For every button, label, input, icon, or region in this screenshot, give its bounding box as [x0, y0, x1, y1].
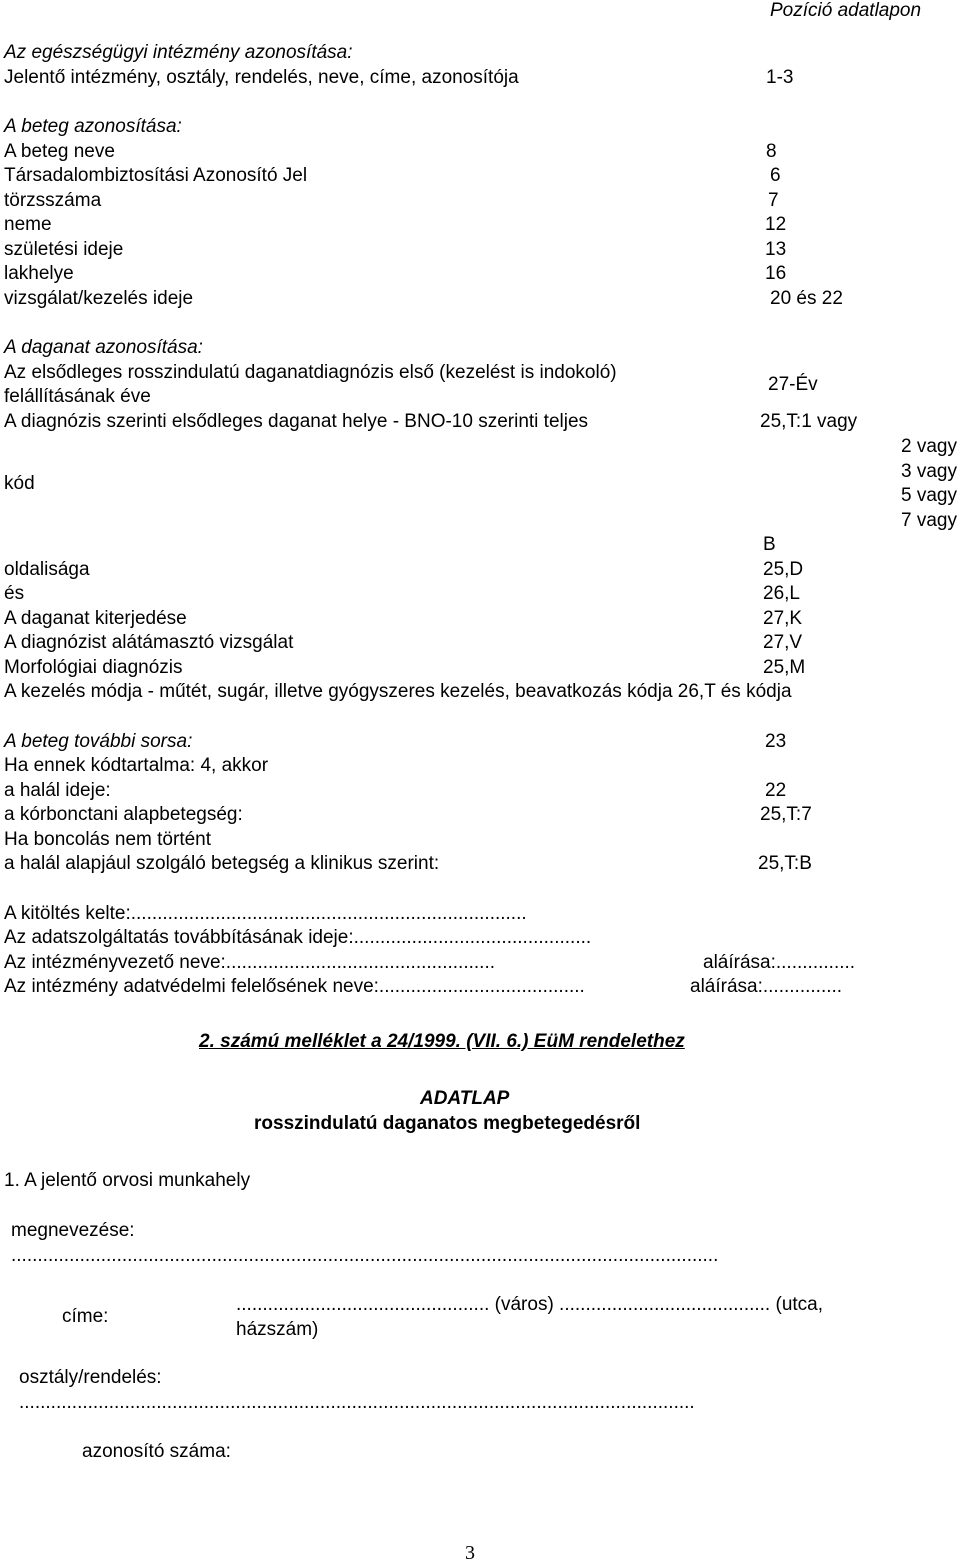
dpo-signature-line: aláírása:............... — [690, 976, 843, 997]
osztaly-dots: ................................................................................................................................ — [19, 1392, 695, 1413]
clinical-cause-pos: 25,T:B — [758, 853, 812, 874]
death-date-pos: 22 — [765, 780, 787, 801]
position-column-header: Pozíció adatlapon — [770, 0, 922, 21]
kod-label: kód — [4, 473, 35, 494]
autopsy-pos: 25,T:7 — [760, 804, 812, 825]
adatlap-title: ADATLAP — [420, 1088, 510, 1109]
oldalisaga-pos: 25,D — [763, 559, 804, 580]
no-autopsy-line: Ha boncolás nem történt — [4, 829, 212, 850]
page-number: 3 — [465, 1542, 475, 1564]
patient-sex-label: neme — [4, 214, 52, 235]
tumor-site-label: A diagnózis szerinti elsődleges daganat helye - BNO-10 szerinti teljes — [4, 411, 589, 432]
clinical-cause-label: a halál alapjául szolgáló betegség a klinikus szerint: — [4, 853, 440, 874]
cime-line1: ................................................ (város) ........................................ (utca, — [236, 1294, 824, 1315]
vagy-5: 5 vagy — [901, 485, 957, 506]
fate-heading: A beteg további sorsa: — [4, 731, 193, 752]
patient-name-label: A beteg neve — [4, 141, 115, 162]
es-pos: 26,L — [763, 583, 800, 604]
vizsgalat-label: A diagnózist alátámasztó vizsgálat — [4, 632, 294, 653]
megnevezese-dots: ...................................................................................................................................... — [11, 1245, 719, 1266]
kiterjedes-label: A daganat kiterjedése — [4, 608, 187, 629]
patient-birth-pos: 13 — [765, 239, 787, 260]
fate-condition: Ha ennek kódtartalma: 4, akkor — [4, 755, 269, 776]
vagy-7: 7 vagy — [901, 510, 957, 531]
adatlap-subtitle: rosszindulatú daganatos megbetegedésről — [254, 1113, 641, 1134]
institution-line: Jelentő intézmény, osztály, rendelés, neve, címe, azonosítója — [4, 67, 519, 88]
cime-line2: házszám) — [236, 1319, 319, 1340]
megnevezese-label: megnevezése: — [11, 1220, 135, 1241]
director-name-line: Az intézményvezető neve:................................................... — [4, 952, 496, 973]
autopsy-label: a kórbonctani alapbetegség: — [4, 804, 243, 825]
patient-birth-label: születési ideje — [4, 239, 124, 260]
patient-residence-pos: 16 — [765, 263, 787, 284]
b-pos: B — [763, 534, 776, 555]
death-date-label: a halál ideje: — [4, 780, 111, 801]
patient-exam-date-pos: 20 és 22 — [770, 288, 843, 309]
annex-title: 2. számú melléklet a 24/1999. (VII. 6.) EüM rendelethez — [199, 1031, 685, 1052]
director-signature-line: aláírása:............... — [703, 952, 856, 973]
fate-heading-pos: 23 — [765, 731, 787, 752]
oldalisaga-label: oldalisága — [4, 559, 90, 580]
patient-exam-date-label: vizsgálat/kezelés ideje — [4, 288, 194, 309]
fill-date-line: A kitöltés kelte:........................................................................... — [4, 903, 527, 924]
tumor-site-pos: 25,T:1 vagy — [760, 411, 858, 432]
morfologia-label: Morfológiai diagnózis — [4, 657, 183, 678]
patient-torzsszam-pos: 7 — [768, 190, 779, 211]
osztaly-label: osztály/rendelés: — [19, 1367, 162, 1388]
first-diagnosis-line1: Az elsődleges rosszindulatú daganatdiagnózis első (kezelést is indokoló) — [4, 362, 617, 383]
dpo-name-line: Az intézmény adatvédelmi felelősének neve:....................................... — [4, 976, 585, 997]
institution-pos: 1-3 — [766, 67, 794, 88]
tumor-heading: A daganat azonosítása: — [4, 337, 203, 358]
kiterjedes-pos: 27,K — [763, 608, 803, 629]
azonosito-label: azonosító száma: — [82, 1441, 231, 1462]
patient-heading: A beteg azonosítása: — [4, 116, 182, 137]
morfologia-pos: 25,M — [763, 657, 806, 678]
cime-label: címe: — [62, 1306, 109, 1327]
patient-sex-pos: 12 — [765, 214, 787, 235]
vagy-2: 2 vagy — [901, 436, 957, 457]
patient-taj-pos: 6 — [770, 165, 781, 186]
first-diagnosis-line2: felállításának éve — [4, 386, 151, 407]
first-diagnosis-pos: 27-Év — [768, 374, 818, 395]
vizsgalat-pos: 27,V — [763, 632, 803, 653]
es-label: és — [4, 583, 25, 604]
patient-taj-label: Társadalombiztosítási Azonosító Jel — [4, 165, 308, 186]
kezeles-line: A kezelés módja - műtét, sugár, illetve gyógyszeres kezelés, beavatkozás kódja 26,T és kódja — [4, 681, 792, 702]
patient-residence-label: lakhelye — [4, 263, 74, 284]
institution-heading: Az egészségügyi intézmény azonosítása: — [4, 42, 353, 63]
section-1-heading: 1. A jelentő orvosi munkahely — [4, 1170, 251, 1191]
patient-name-pos: 8 — [766, 141, 777, 162]
vagy-3: 3 vagy — [901, 461, 957, 482]
transmission-date-line: Az adatszolgáltatás továbbításának ideje:............................................. — [4, 927, 592, 948]
patient-torzsszam-label: törzsszáma — [4, 190, 102, 211]
